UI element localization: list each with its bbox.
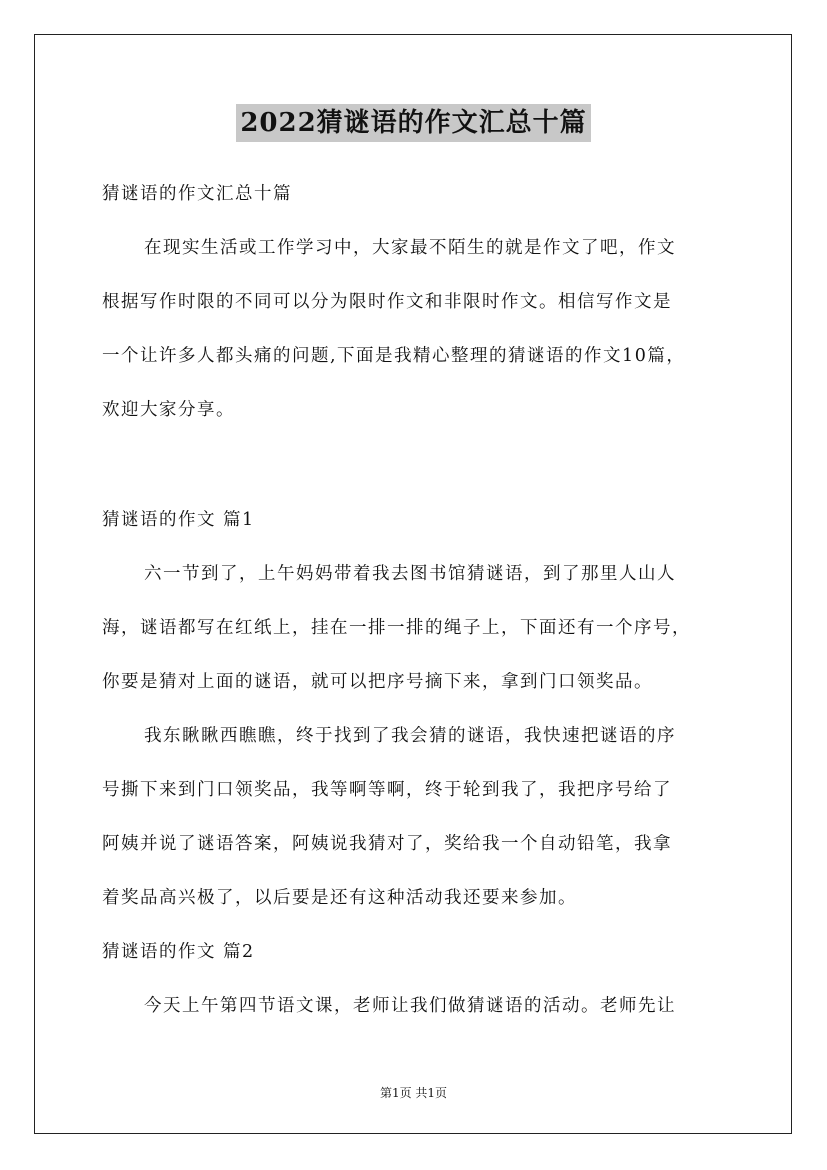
paragraph-line: 海，谜语都写在红纸上，挂在一排一排的绳子上，下面还有一个序号，: [102, 618, 691, 638]
page-footer: 第1页 共1页: [379, 1086, 448, 1100]
intro-line: 在现实生活或工作学习中，大家最不陌生的就是作文了吧，作文: [144, 238, 676, 258]
intro-line: 欢迎大家分享。: [102, 400, 235, 420]
paragraph-line: 我东瞅瞅西瞧瞧，终于找到了我会猜的谜语，我快速把谜语的序: [144, 726, 676, 746]
paragraph-line: 号撕下来到门口领奖品，我等啊等啊，终于轮到我了，我把序号给了: [102, 780, 672, 800]
paragraph-line: 今天上午第四节语文课，老师让我们做猜谜语的活动。老师先让: [144, 996, 676, 1016]
section-heading: 猜谜语的作文 篇2: [102, 942, 255, 962]
paragraph-line: 阿姨并说了谜语答案，阿姨说我猜对了，奖给我一个自动铅笔，我拿: [102, 834, 672, 854]
paragraph-line: 六一节到了，上午妈妈带着我去图书馆猜谜语，到了那里人山人: [144, 564, 676, 584]
intro-line: 一个让许多人都头痛的问题,下面是我精心整理的猜谜语的作文10篇，: [102, 346, 686, 366]
intro-line: 根据写作时限的不同可以分为限时作文和非限时作文。相信写作文是: [102, 292, 672, 312]
title-container: [0, 104, 827, 142]
section-heading: 猜谜语的作文 篇1: [102, 510, 255, 530]
paragraph-line: 着奖品高兴极了，以后要是还有这种活动我还要来参加。: [102, 888, 577, 908]
subtitle: 猜谜语的作文汇总十篇: [102, 184, 292, 204]
document-title: 2022猜谜语的作文汇总十篇: [236, 104, 590, 142]
paragraph-line: 你要是猜对上面的谜语，就可以把序号摘下来，拿到门口领奖品。: [102, 672, 653, 692]
